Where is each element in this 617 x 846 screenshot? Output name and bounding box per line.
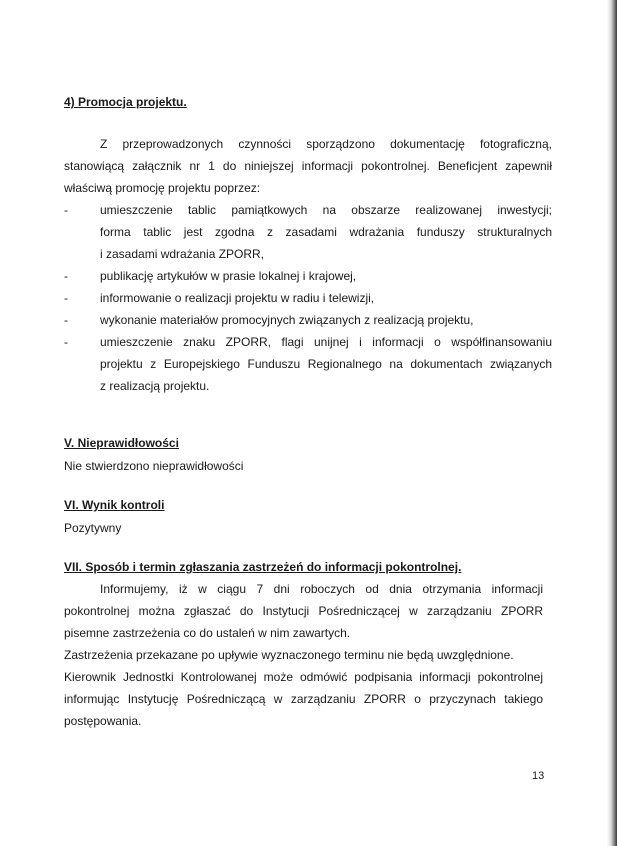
list-item-5-line-2: projektu z Europejskiego Funduszu Regionalnego na dokumentach związanych (100, 357, 552, 371)
list-bullet-5: - (64, 335, 68, 349)
section-7-p3-line-2: informując Instytucję Pośredniczącą w zarządzaniu ZPORR o przyczynach takiego (64, 692, 543, 706)
list-bullet-4: - (64, 313, 68, 327)
section-5-heading: V. Nieprawidłowości (64, 436, 179, 450)
list-item-1-line-1: umieszczenie tablic pamiątkowych na obszarze realizowanej inwestycji; (100, 203, 552, 217)
section-4-intro-line-3: właściwą promocję projektu poprzez: (64, 181, 261, 195)
list-bullet-3: - (64, 291, 68, 305)
scan-edge-shadow (607, 0, 617, 846)
list-item-3: informowanie o realizacji projektu w radiu i telewizji, (100, 291, 375, 305)
section-5-text: Nie stwierdzono nieprawidłowości (64, 459, 244, 473)
list-item-2: publikację artykułów w prasie lokalnej i krajowej, (100, 269, 357, 283)
section-7-p1-line-1: Informujemy, iż w ciągu 7 dni roboczych od dnia otrzymania informacji (100, 582, 543, 596)
list-bullet-1: - (64, 203, 68, 217)
section-4-heading: 4) Promocja projektu. (64, 95, 187, 109)
section-7-p1-line-3: pisemne zastrzeżenia co do ustaleń w nim zawartych. (64, 626, 351, 640)
list-item-1-line-2: forma tablic jest zgodna z zasadami wdrażania funduszy strukturalnych (100, 225, 552, 239)
section-6-text: Pozytywny (64, 521, 122, 535)
section-4-intro-line-1: Z przeprowadzonych czynności sporządzono dokumentację fotograficzną, (100, 137, 552, 151)
section-6-heading: VI. Wynik kontroli (64, 498, 165, 512)
section-7-p3-line-3: postępowania. (64, 714, 142, 728)
section-4-intro-line-2: stanowiącą załącznik nr 1 do niniejszej informacji pokontrolnej. Beneficjent zapewnił (64, 159, 552, 173)
list-bullet-2: - (64, 269, 68, 283)
page-number: 13 (532, 770, 545, 782)
list-item-5-line-3: z realizacją projektu. (100, 379, 210, 393)
section-7-p1-line-2: pokontrolnej można zgłaszać do Instytucji Pośredniczącej w zarządzaniu ZPORR (64, 604, 543, 618)
list-item-5-line-1: umieszczenie znaku ZPORR, flagi unijnej i informacji o współfinansowaniu (100, 335, 552, 349)
section-7-p3-line-1: Kierownik Jednostki Kontrolowanej może odmówić podpisania informacji pokontrolnej (64, 670, 543, 684)
list-item-4: wykonanie materiałów promocyjnych związanych z realizacją projektu, (100, 313, 474, 327)
section-7-p2: Zastrzeżenia przekazane po upływie wyznaczonego terminu nie będą uwzględnione. (64, 648, 514, 662)
list-item-1-line-3: i zasadami wdrażania ZPORR, (100, 247, 265, 261)
section-7-heading: VII. Sposób i termin zgłaszania zastrzeżeń do informacji pokontrolnej. (64, 560, 462, 574)
